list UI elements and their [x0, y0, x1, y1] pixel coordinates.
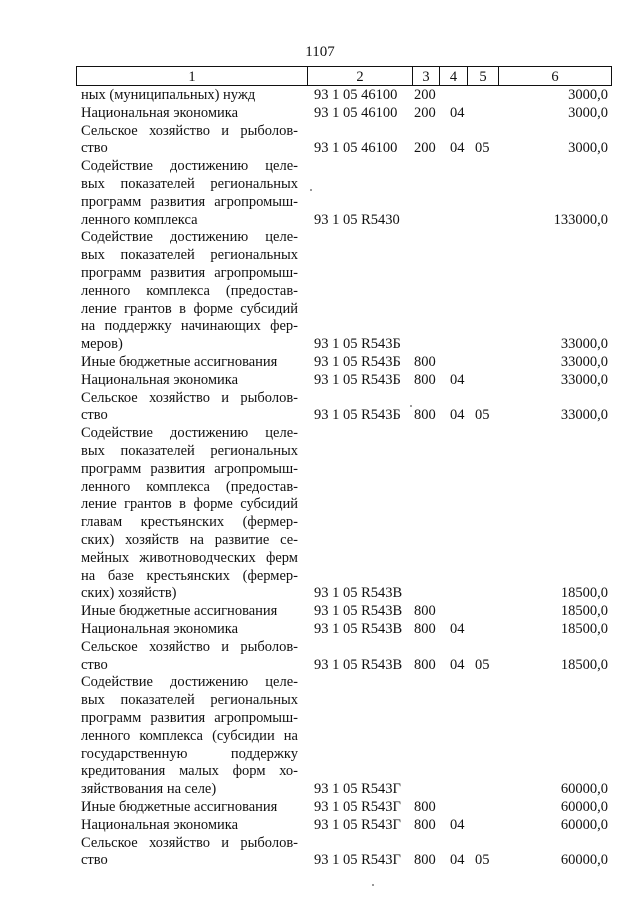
table-row	[0, 603, 640, 621]
row-section: 04	[450, 656, 465, 673]
row-subsection: 05	[475, 140, 490, 157]
row-description	[81, 621, 298, 639]
row-amount: 60000,0	[560, 798, 608, 815]
row-description	[81, 372, 298, 390]
row-expense-type: 800	[414, 656, 436, 673]
table-body	[0, 87, 640, 870]
row-expense-type: 200	[414, 140, 436, 157]
table-row	[0, 799, 640, 817]
description-line: Сельское хозяйство и рыболов-	[81, 638, 298, 655]
row-description	[81, 354, 298, 372]
row-amount: 133000,0	[553, 211, 608, 228]
description-line: ство	[81, 140, 108, 157]
row-expense-type: 800	[414, 620, 436, 637]
row-code: 93 1 05 R543Б	[314, 371, 401, 388]
description-line: ление грантов в форме субсидий	[81, 300, 298, 317]
table-row	[0, 425, 640, 603]
description-line: вых показателей региональных	[81, 175, 298, 192]
description-line: ство	[81, 407, 108, 424]
header-col-1: 1	[76, 66, 307, 86]
scan-speck	[372, 884, 374, 886]
row-code: 93 1 05 R543В	[314, 585, 403, 602]
row-code: 93 1 05 R543В	[314, 603, 403, 620]
row-code: 93 1 05 46100	[314, 87, 398, 103]
row-amount: 33000,0	[560, 371, 608, 388]
row-section: 04	[450, 816, 465, 833]
row-description	[81, 87, 298, 105]
description-line: ленного комплекса (предостав-	[81, 478, 298, 495]
header-col-6: 6	[498, 66, 612, 86]
header-col-2: 2	[307, 66, 412, 86]
row-expense-type: 800	[414, 353, 436, 370]
row-amount: 60000,0	[560, 816, 608, 833]
description-line: меров)	[81, 336, 123, 353]
row-expense-type: 200	[414, 87, 436, 103]
row-code: 93 1 05 46100	[314, 104, 398, 121]
header-col-3: 3	[412, 66, 439, 86]
description-line: Сельское хозяйство и рыболов-	[81, 834, 298, 851]
row-description	[81, 123, 298, 159]
table-row	[0, 354, 640, 372]
row-description	[81, 603, 298, 621]
row-expense-type: 800	[414, 852, 436, 869]
row-amount: 60000,0	[560, 852, 608, 869]
row-code: 93 1 05 R543Б	[314, 353, 401, 370]
header-col-4: 4	[439, 66, 467, 86]
row-description	[81, 639, 298, 675]
row-amount: 60000,0	[560, 781, 608, 798]
table-row	[0, 87, 640, 105]
row-code: 93 1 05 R543Г	[314, 816, 401, 833]
row-subsection: 05	[475, 852, 490, 869]
description-line: вых показателей региональных	[81, 692, 298, 709]
page-number: 1107	[305, 44, 335, 60]
row-amount: 18500,0	[560, 656, 608, 673]
row-subsection: 05	[475, 656, 490, 673]
description-line: государственную поддержку	[81, 745, 298, 762]
row-section: 04	[450, 371, 465, 388]
row-code: 93 1 05 R543Б	[314, 407, 401, 424]
description-line: ских) хозяйств)	[81, 585, 177, 602]
row-expense-type: 800	[414, 603, 436, 620]
table-row	[0, 817, 640, 835]
description-line: ленного комплекса (субсидии на	[81, 727, 298, 744]
row-amount: 3000,0	[568, 104, 608, 121]
table-row	[0, 158, 640, 229]
row-code: 93 1 05 R543Г	[314, 798, 401, 815]
row-code: 93 1 05 R5430	[314, 211, 400, 228]
table-row	[0, 390, 640, 426]
description-line: Национальная экономика	[81, 620, 239, 637]
table-row	[0, 105, 640, 123]
row-section: 04	[450, 407, 465, 424]
row-expense-type: 800	[414, 816, 436, 833]
description-line: Иные бюджетные ассигнования	[81, 353, 278, 370]
row-section: 04	[450, 104, 465, 121]
row-code: 93 1 05 46100	[314, 140, 398, 157]
description-line: программ развития агропромыш-	[81, 264, 298, 281]
row-amount: 33000,0	[560, 407, 608, 424]
row-amount: 33000,0	[560, 336, 608, 353]
description-line: Национальная экономика	[81, 104, 239, 121]
scan-speck	[310, 189, 312, 191]
description-line: Содействие достижению целе-	[81, 158, 298, 175]
row-description	[81, 425, 298, 603]
row-description	[81, 105, 298, 123]
row-amount: 18500,0	[560, 585, 608, 602]
description-line: зяйствования на селе)	[81, 781, 217, 798]
table-row	[0, 674, 640, 799]
description-line: ных (муниципальных) нужд	[81, 87, 256, 103]
table-row	[0, 621, 640, 639]
table-row	[0, 372, 640, 390]
row-section: 04	[450, 140, 465, 157]
row-description	[81, 229, 298, 354]
row-code: 93 1 05 R543Г	[314, 852, 401, 869]
row-expense-type: 800	[414, 407, 436, 424]
row-description	[81, 390, 298, 426]
description-line: ленного комплекса (предостав-	[81, 282, 298, 299]
header-col-5: 5	[467, 66, 498, 86]
description-line: Сельское хозяйство и рыболов-	[81, 122, 298, 139]
row-description	[81, 817, 298, 835]
row-section: 04	[450, 852, 465, 869]
description-line: ство	[81, 656, 108, 673]
description-line: ство	[81, 852, 108, 869]
description-line: программ развития агропромыш-	[81, 193, 298, 210]
description-line: главам крестьянских (фермер-	[81, 514, 298, 531]
row-amount: 18500,0	[560, 603, 608, 620]
row-expense-type: 800	[414, 371, 436, 388]
description-line: ленного комплекса	[81, 211, 198, 228]
scan-speck	[410, 405, 412, 407]
description-line: Содействие достижению целе-	[81, 229, 298, 246]
description-line: ление грантов в форме субсидий	[81, 496, 298, 513]
description-line: Иные бюджетные ассигнования	[81, 603, 278, 620]
row-amount: 3000,0	[568, 87, 608, 103]
row-description	[81, 799, 298, 817]
description-line: программ развития агропромыш-	[81, 709, 298, 726]
row-description	[81, 674, 298, 799]
description-line: Национальная экономика	[81, 816, 239, 833]
description-line: ских) хозяйств на развитие се-	[81, 531, 298, 548]
row-code: 93 1 05 R543В	[314, 620, 403, 637]
table-row	[0, 835, 640, 871]
row-subsection: 05	[475, 407, 490, 424]
description-line: Национальная экономика	[81, 371, 239, 388]
row-amount: 3000,0	[568, 140, 608, 157]
table-row	[0, 123, 640, 159]
row-expense-type: 800	[414, 798, 436, 815]
description-line: Иные бюджетные ассигнования	[81, 798, 278, 815]
description-line: на базе крестьянских (фермер-	[81, 567, 298, 584]
row-section: 04	[450, 620, 465, 637]
description-line: кредитования малых форм хо-	[81, 763, 298, 780]
description-line: на поддержку начинающих фер-	[81, 318, 298, 335]
description-line: вых показателей региональных	[81, 442, 298, 459]
row-code: 93 1 05 R543Г	[314, 781, 401, 798]
table-row	[0, 639, 640, 675]
table-row	[0, 229, 640, 354]
description-line: мейных животноводческих ферм	[81, 549, 298, 566]
row-description	[81, 158, 298, 229]
row-code: 93 1 05 R543В	[314, 656, 403, 673]
description-line: программ развития агропромыш-	[81, 460, 298, 477]
description-line: Содействие достижению целе-	[81, 425, 298, 442]
row-code: 93 1 05 R543Б	[314, 336, 401, 353]
row-amount: 33000,0	[560, 353, 608, 370]
table-header	[76, 66, 612, 86]
row-amount: 18500,0	[560, 620, 608, 637]
description-line: Содействие достижению целе-	[81, 674, 298, 691]
description-line: вых показателей региональных	[81, 247, 298, 264]
row-expense-type: 200	[414, 104, 436, 121]
description-line: Сельское хозяйство и рыболов-	[81, 389, 298, 406]
row-description	[81, 835, 298, 871]
